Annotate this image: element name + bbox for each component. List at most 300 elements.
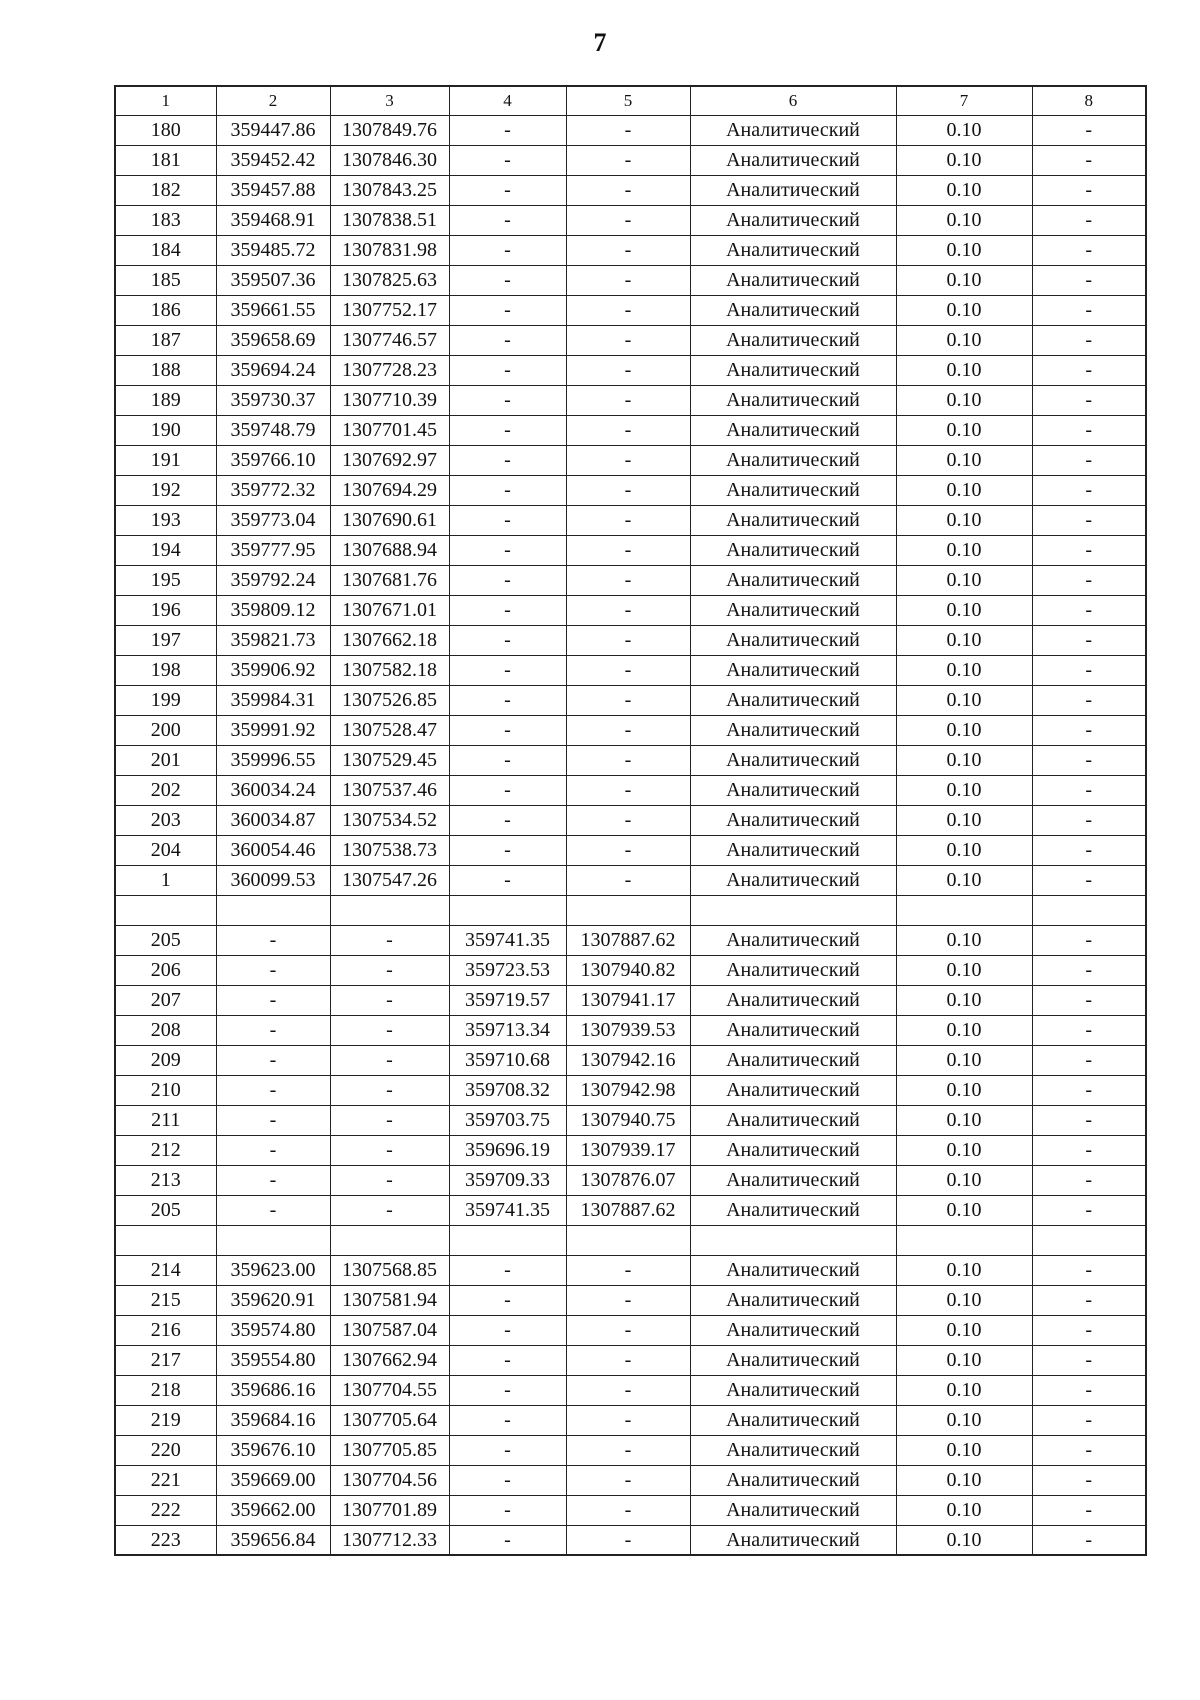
table-cell-col-4: - bbox=[449, 175, 566, 205]
table-cell-col-8: - bbox=[1032, 265, 1146, 295]
table-cell-col-8 bbox=[1032, 895, 1146, 925]
table-cell-col-7: 0.10 bbox=[896, 295, 1032, 325]
table-cell-col-8: - bbox=[1032, 115, 1146, 145]
table-cell-col-5: 1307939.17 bbox=[566, 1135, 690, 1165]
table-cell-col-4: 359709.33 bbox=[449, 1165, 566, 1195]
table-row bbox=[115, 1225, 1146, 1255]
table-row bbox=[115, 895, 1146, 925]
table-cell-col-5: - bbox=[566, 1525, 690, 1555]
table-cell-col-6: Аналитический bbox=[690, 715, 896, 745]
table-cell-col-6: Аналитический bbox=[690, 1525, 896, 1555]
table-cell-col-8: - bbox=[1032, 295, 1146, 325]
table-cell-col-8: - bbox=[1032, 955, 1146, 985]
table-cell-col-6: Аналитический bbox=[690, 1135, 896, 1165]
table-row bbox=[115, 385, 1146, 415]
table-cell-col-7: 0.10 bbox=[896, 1285, 1032, 1315]
table-cell-col-7: 0.10 bbox=[896, 385, 1032, 415]
table-cell-col-5: 1307887.62 bbox=[566, 1195, 690, 1225]
table-cell-col-3: 1307690.61 bbox=[330, 505, 449, 535]
table-cell-col-7: 0.10 bbox=[896, 955, 1032, 985]
table-cell-col-7: 0.10 bbox=[896, 1315, 1032, 1345]
table-cell-col-8: - bbox=[1032, 475, 1146, 505]
table-cell-col-2: 359730.37 bbox=[216, 385, 330, 415]
table-cell-col-4: - bbox=[449, 1465, 566, 1495]
table-cell-col-3: 1307528.47 bbox=[330, 715, 449, 745]
table-cell-col-5: - bbox=[566, 1405, 690, 1435]
table-row bbox=[115, 1135, 1146, 1165]
table-cell-col-7: 0.10 bbox=[896, 565, 1032, 595]
table-cell-col-7: 0.10 bbox=[896, 115, 1032, 145]
table-cell-col-8: - bbox=[1032, 1495, 1146, 1525]
table-cell-col-5: 1307942.16 bbox=[566, 1045, 690, 1075]
table-cell-col-3: 1307728.23 bbox=[330, 355, 449, 385]
table-cell-col-6: Аналитический bbox=[690, 265, 896, 295]
table-cell-col-6: Аналитический bbox=[690, 1405, 896, 1435]
table-cell-col-8: - bbox=[1032, 775, 1146, 805]
table-cell-col-8: - bbox=[1032, 1465, 1146, 1495]
table-cell-col-4: 359696.19 bbox=[449, 1135, 566, 1165]
table-cell-col-8: - bbox=[1032, 1525, 1146, 1555]
table-cell-col-7: 0.10 bbox=[896, 865, 1032, 895]
table-cell-col-8: - bbox=[1032, 385, 1146, 415]
table-cell-col-6: Аналитический bbox=[690, 655, 896, 685]
table-cell-col-3: 1307849.76 bbox=[330, 115, 449, 145]
table-cell-col-1: 201 bbox=[115, 745, 216, 775]
column-header-1: 1 bbox=[115, 86, 216, 115]
table-cell-col-1: 188 bbox=[115, 355, 216, 385]
table-cell-col-7: 0.10 bbox=[896, 745, 1032, 775]
table-cell-col-5: 1307941.17 bbox=[566, 985, 690, 1015]
table-cell-col-8: - bbox=[1032, 445, 1146, 475]
table-cell-col-2: 360034.24 bbox=[216, 775, 330, 805]
table-cell-col-6: Аналитический bbox=[690, 1315, 896, 1345]
table-cell-col-5: - bbox=[566, 205, 690, 235]
table-cell-col-5: - bbox=[566, 715, 690, 745]
table-row bbox=[115, 205, 1146, 235]
table-cell-col-1: 203 bbox=[115, 805, 216, 835]
table-cell-col-8: - bbox=[1032, 535, 1146, 565]
table-cell-col-8: - bbox=[1032, 625, 1146, 655]
table-row bbox=[115, 1195, 1146, 1225]
table-cell-col-5: - bbox=[566, 535, 690, 565]
table-cell-col-8: - bbox=[1032, 985, 1146, 1015]
table-cell-col-1: 184 bbox=[115, 235, 216, 265]
table-cell-col-2: 359996.55 bbox=[216, 745, 330, 775]
table-cell-col-3: - bbox=[330, 1015, 449, 1045]
table-cell-col-1: 195 bbox=[115, 565, 216, 595]
table-cell-col-6: Аналитический bbox=[690, 115, 896, 145]
table-cell-col-3: 1307688.94 bbox=[330, 535, 449, 565]
table-cell-col-7: 0.10 bbox=[896, 835, 1032, 865]
table-cell-col-2: - bbox=[216, 1165, 330, 1195]
table-row bbox=[115, 445, 1146, 475]
table-cell-col-2 bbox=[216, 895, 330, 925]
table-cell-col-1: 218 bbox=[115, 1375, 216, 1405]
table-cell-col-5: - bbox=[566, 1285, 690, 1315]
table-cell-col-4: - bbox=[449, 385, 566, 415]
table-cell-col-1: 223 bbox=[115, 1525, 216, 1555]
table-cell-col-4: 359710.68 bbox=[449, 1045, 566, 1075]
table-cell-col-8: - bbox=[1032, 1435, 1146, 1465]
table-cell-col-1: 181 bbox=[115, 145, 216, 175]
table-cell-col-2: 359554.80 bbox=[216, 1345, 330, 1375]
table-row bbox=[115, 1015, 1146, 1045]
table-cell-col-4: 359741.35 bbox=[449, 1195, 566, 1225]
table-cell-col-7: 0.10 bbox=[896, 145, 1032, 175]
table-cell-col-7: 0.10 bbox=[896, 685, 1032, 715]
table-row bbox=[115, 1495, 1146, 1525]
table-cell-col-2: - bbox=[216, 1075, 330, 1105]
table-cell-col-2: 359766.10 bbox=[216, 445, 330, 475]
table-cell-col-2: 359684.16 bbox=[216, 1405, 330, 1435]
table-cell-col-4: - bbox=[449, 1345, 566, 1375]
table-cell-col-6: Аналитический bbox=[690, 475, 896, 505]
table-cell-col-2: 359656.84 bbox=[216, 1525, 330, 1555]
table-row bbox=[115, 1345, 1146, 1375]
table-cell-col-3: 1307701.45 bbox=[330, 415, 449, 445]
table-cell-col-8: - bbox=[1032, 1255, 1146, 1285]
table-cell-col-5: - bbox=[566, 325, 690, 355]
table-cell-col-2: 359661.55 bbox=[216, 295, 330, 325]
table-row bbox=[115, 1285, 1146, 1315]
table-cell-col-5: - bbox=[566, 145, 690, 175]
table-cell-col-4: - bbox=[449, 1315, 566, 1345]
table-cell-col-5: - bbox=[566, 385, 690, 415]
table-cell-col-1: 217 bbox=[115, 1345, 216, 1375]
table-row bbox=[115, 475, 1146, 505]
table-cell-col-7: 0.10 bbox=[896, 1255, 1032, 1285]
table-cell-col-5: - bbox=[566, 1465, 690, 1495]
table-cell-col-7: 0.10 bbox=[896, 535, 1032, 565]
table-cell-col-5: 1307940.75 bbox=[566, 1105, 690, 1135]
table-cell-col-5: - bbox=[566, 1315, 690, 1345]
table-cell-col-7: 0.10 bbox=[896, 1045, 1032, 1075]
table-row bbox=[115, 145, 1146, 175]
table-cell-col-8: - bbox=[1032, 1375, 1146, 1405]
column-header-4: 4 bbox=[449, 86, 566, 115]
table-cell-col-4: - bbox=[449, 475, 566, 505]
table-cell-col-3: 1307526.85 bbox=[330, 685, 449, 715]
table-cell-col-4: - bbox=[449, 535, 566, 565]
table-cell-col-8: - bbox=[1032, 655, 1146, 685]
table-cell-col-2: - bbox=[216, 1045, 330, 1075]
table-cell-col-3: 1307547.26 bbox=[330, 865, 449, 895]
table-cell-col-6: Аналитический bbox=[690, 325, 896, 355]
table-cell-col-8: - bbox=[1032, 175, 1146, 205]
table-cell-col-6: Аналитический bbox=[690, 295, 896, 325]
table-cell-col-2: 359748.79 bbox=[216, 415, 330, 445]
table-cell-col-6: Аналитический bbox=[690, 355, 896, 385]
table-cell-col-1: 211 bbox=[115, 1105, 216, 1135]
table-cell-col-6: Аналитический bbox=[690, 805, 896, 835]
table-cell-col-7: 0.10 bbox=[896, 445, 1032, 475]
table-cell-col-4: - bbox=[449, 1495, 566, 1525]
table-cell-col-5: - bbox=[566, 1495, 690, 1525]
table-cell-col-1 bbox=[115, 1225, 216, 1255]
table-cell-col-2: - bbox=[216, 925, 330, 955]
table-cell-col-3 bbox=[330, 1225, 449, 1255]
table-cell-col-5: - bbox=[566, 355, 690, 385]
table-cell-col-8: - bbox=[1032, 325, 1146, 355]
table-cell-col-3: 1307581.94 bbox=[330, 1285, 449, 1315]
table-cell-col-8: - bbox=[1032, 1195, 1146, 1225]
table-cell-col-1: 206 bbox=[115, 955, 216, 985]
table-cell-col-6: Аналитический bbox=[690, 595, 896, 625]
table-cell-col-1: 209 bbox=[115, 1045, 216, 1075]
table-cell-col-6: Аналитический bbox=[690, 1375, 896, 1405]
table-cell-col-6: Аналитический bbox=[690, 1165, 896, 1195]
table-row bbox=[115, 1405, 1146, 1435]
table-cell-col-4: - bbox=[449, 265, 566, 295]
table-cell-col-1: 198 bbox=[115, 655, 216, 685]
table-cell-col-1: 185 bbox=[115, 265, 216, 295]
table-cell-col-8: - bbox=[1032, 925, 1146, 955]
table-cell-col-4: - bbox=[449, 595, 566, 625]
table-cell-col-2: - bbox=[216, 1015, 330, 1045]
table-cell-col-3: 1307529.45 bbox=[330, 745, 449, 775]
table-cell-col-4: - bbox=[449, 865, 566, 895]
table-row bbox=[115, 1375, 1146, 1405]
table-cell-col-5: - bbox=[566, 655, 690, 685]
table-cell-col-2 bbox=[216, 1225, 330, 1255]
table-cell-col-7: 0.10 bbox=[896, 1015, 1032, 1045]
table-cell-col-8: - bbox=[1032, 1285, 1146, 1315]
table-cell-col-3: 1307701.89 bbox=[330, 1495, 449, 1525]
table-cell-col-6: Аналитический bbox=[690, 385, 896, 415]
table-cell-col-2: 359792.24 bbox=[216, 565, 330, 595]
table-cell-col-4: - bbox=[449, 805, 566, 835]
table-cell-col-2: 359574.80 bbox=[216, 1315, 330, 1345]
table-cell-col-8: - bbox=[1032, 1045, 1146, 1075]
table-cell-col-1: 213 bbox=[115, 1165, 216, 1195]
table-cell-col-4: - bbox=[449, 715, 566, 745]
table-cell-col-2: 359777.95 bbox=[216, 535, 330, 565]
table-cell-col-7: 0.10 bbox=[896, 415, 1032, 445]
table-cell-col-6: Аналитический bbox=[690, 565, 896, 595]
column-header-6: 6 bbox=[690, 86, 896, 115]
table-row bbox=[115, 925, 1146, 955]
table-cell-col-3: - bbox=[330, 1135, 449, 1165]
table-cell-col-1 bbox=[115, 895, 216, 925]
table-row bbox=[115, 1105, 1146, 1135]
table-cell-col-1: 220 bbox=[115, 1435, 216, 1465]
table-cell-col-2: 359452.42 bbox=[216, 145, 330, 175]
table-cell-col-6: Аналитический bbox=[690, 985, 896, 1015]
table-cell-col-7: 0.10 bbox=[896, 1405, 1032, 1435]
table-cell-col-6: Аналитический bbox=[690, 505, 896, 535]
table-cell-col-6: Аналитический bbox=[690, 625, 896, 655]
table-row bbox=[115, 415, 1146, 445]
table-row bbox=[115, 295, 1146, 325]
table-cell-col-3: 1307705.85 bbox=[330, 1435, 449, 1465]
table-cell-col-1: 191 bbox=[115, 445, 216, 475]
table-cell-col-2: 359906.92 bbox=[216, 655, 330, 685]
table-cell-col-7: 0.10 bbox=[896, 985, 1032, 1015]
table-cell-col-3: 1307662.94 bbox=[330, 1345, 449, 1375]
table-cell-col-2: - bbox=[216, 1195, 330, 1225]
table-cell-col-8: - bbox=[1032, 1345, 1146, 1375]
table-cell-col-1: 212 bbox=[115, 1135, 216, 1165]
table-cell-col-6: Аналитический bbox=[690, 1435, 896, 1465]
table-cell-col-6: Аналитический bbox=[690, 1465, 896, 1495]
table-cell-col-5: 1307939.53 bbox=[566, 1015, 690, 1045]
table-cell-col-5: - bbox=[566, 505, 690, 535]
table-row bbox=[115, 715, 1146, 745]
table-cell-col-6: Аналитический bbox=[690, 1075, 896, 1105]
table-row bbox=[115, 1315, 1146, 1345]
table-cell-col-3: 1307746.57 bbox=[330, 325, 449, 355]
table-cell-col-7 bbox=[896, 1225, 1032, 1255]
table-cell-col-8: - bbox=[1032, 1105, 1146, 1135]
table-cell-col-7: 0.10 bbox=[896, 625, 1032, 655]
table-cell-col-8: - bbox=[1032, 715, 1146, 745]
table-cell-col-4: - bbox=[449, 205, 566, 235]
table-cell-col-5: - bbox=[566, 685, 690, 715]
table-cell-col-1: 204 bbox=[115, 835, 216, 865]
table-cell-col-2: 359507.36 bbox=[216, 265, 330, 295]
table-cell-col-1: 197 bbox=[115, 625, 216, 655]
table-cell-col-5: - bbox=[566, 265, 690, 295]
table-cell-col-8: - bbox=[1032, 415, 1146, 445]
table-row bbox=[115, 775, 1146, 805]
table-cell-col-4: - bbox=[449, 355, 566, 385]
table-cell-col-3: 1307694.29 bbox=[330, 475, 449, 505]
table-cell-col-4: - bbox=[449, 145, 566, 175]
page-number: 7 bbox=[593, 28, 607, 57]
table-cell-col-2: 359984.31 bbox=[216, 685, 330, 715]
table-cell-col-4: - bbox=[449, 235, 566, 265]
table-cell-col-3: - bbox=[330, 1045, 449, 1075]
table-cell-col-7: 0.10 bbox=[896, 1165, 1032, 1195]
table-cell-col-3: 1307710.39 bbox=[330, 385, 449, 415]
table-cell-col-3: 1307838.51 bbox=[330, 205, 449, 235]
table-cell-col-2: 359821.73 bbox=[216, 625, 330, 655]
table-cell-col-8: - bbox=[1032, 145, 1146, 175]
table-cell-col-1: 192 bbox=[115, 475, 216, 505]
table-cell-col-5: - bbox=[566, 865, 690, 895]
table-cell-col-1: 210 bbox=[115, 1075, 216, 1105]
table-cell-col-2: - bbox=[216, 955, 330, 985]
coordinates-table bbox=[114, 85, 1147, 1556]
table-row bbox=[115, 505, 1146, 535]
table-cell-col-6: Аналитический bbox=[690, 445, 896, 475]
table-cell-col-6: Аналитический bbox=[690, 745, 896, 775]
table-cell-col-1: 190 bbox=[115, 415, 216, 445]
table-cell-col-1: 205 bbox=[115, 925, 216, 955]
table-cell-col-7: 0.10 bbox=[896, 175, 1032, 205]
table-cell-col-4: - bbox=[449, 625, 566, 655]
table-cell-col-5 bbox=[566, 895, 690, 925]
table-cell-col-8: - bbox=[1032, 1075, 1146, 1105]
table-cell-col-5: - bbox=[566, 175, 690, 205]
table-cell-col-8: - bbox=[1032, 805, 1146, 835]
table-cell-col-6: Аналитический bbox=[690, 775, 896, 805]
table-cell-col-1: 215 bbox=[115, 1285, 216, 1315]
table-cell-col-5: 1307940.82 bbox=[566, 955, 690, 985]
table-cell-col-4: - bbox=[449, 415, 566, 445]
table-cell-col-8: - bbox=[1032, 745, 1146, 775]
table-cell-col-5: - bbox=[566, 115, 690, 145]
table-row bbox=[115, 1255, 1146, 1285]
table-cell-col-5: - bbox=[566, 775, 690, 805]
table-cell-col-1: 193 bbox=[115, 505, 216, 535]
table-cell-col-3: 1307671.01 bbox=[330, 595, 449, 625]
table-cell-col-2: 359686.16 bbox=[216, 1375, 330, 1405]
table-cell-col-3: 1307582.18 bbox=[330, 655, 449, 685]
table-cell-col-5: 1307942.98 bbox=[566, 1075, 690, 1105]
table-cell-col-6: Аналитический bbox=[690, 175, 896, 205]
table-row bbox=[115, 1165, 1146, 1195]
table-row bbox=[115, 1465, 1146, 1495]
table-cell-col-2: - bbox=[216, 985, 330, 1015]
table-cell-col-6: Аналитический bbox=[690, 1255, 896, 1285]
table-cell-col-2: 359669.00 bbox=[216, 1465, 330, 1495]
table-row bbox=[115, 835, 1146, 865]
table-row bbox=[115, 115, 1146, 145]
table-cell-col-3: 1307752.17 bbox=[330, 295, 449, 325]
table-cell-col-8: - bbox=[1032, 1405, 1146, 1435]
table-cell-col-8: - bbox=[1032, 835, 1146, 865]
table-cell-col-8: - bbox=[1032, 685, 1146, 715]
table-cell-col-5: - bbox=[566, 295, 690, 325]
table-cell-col-7: 0.10 bbox=[896, 1435, 1032, 1465]
table-cell-col-3: - bbox=[330, 1105, 449, 1135]
table-cell-col-7: 0.10 bbox=[896, 1375, 1032, 1405]
table-cell-col-4 bbox=[449, 1225, 566, 1255]
table-cell-col-3: 1307831.98 bbox=[330, 235, 449, 265]
table-cell-col-7 bbox=[896, 895, 1032, 925]
table-row bbox=[115, 595, 1146, 625]
table-cell-col-5: - bbox=[566, 1345, 690, 1375]
table-cell-col-3: 1307568.85 bbox=[330, 1255, 449, 1285]
table-cell-col-1: 180 bbox=[115, 115, 216, 145]
table-cell-col-1: 214 bbox=[115, 1255, 216, 1285]
table-cell-col-3: 1307692.97 bbox=[330, 445, 449, 475]
table-cell-col-6: Аналитический bbox=[690, 865, 896, 895]
column-header-5: 5 bbox=[566, 86, 690, 115]
table-cell-col-2: 359772.32 bbox=[216, 475, 330, 505]
table-cell-col-2: 360034.87 bbox=[216, 805, 330, 835]
table-cell-col-2: 359658.69 bbox=[216, 325, 330, 355]
table-cell-col-6: Аналитический bbox=[690, 835, 896, 865]
table-cell-col-3: 1307587.04 bbox=[330, 1315, 449, 1345]
table-cell-col-7: 0.10 bbox=[896, 505, 1032, 535]
table-cell-col-4: - bbox=[449, 1405, 566, 1435]
table-cell-col-4: - bbox=[449, 115, 566, 145]
table-cell-col-3: 1307681.76 bbox=[330, 565, 449, 595]
table-cell-col-5: - bbox=[566, 1435, 690, 1465]
table-cell-col-1: 1 bbox=[115, 865, 216, 895]
table-row bbox=[115, 625, 1146, 655]
column-header-7: 7 bbox=[896, 86, 1032, 115]
table-cell-col-6: Аналитический bbox=[690, 1195, 896, 1225]
table-row bbox=[115, 865, 1146, 895]
table-cell-col-3: 1307537.46 bbox=[330, 775, 449, 805]
table-cell-col-5: - bbox=[566, 415, 690, 445]
table-cell-col-3: - bbox=[330, 985, 449, 1015]
table-cell-col-7: 0.10 bbox=[896, 715, 1032, 745]
column-header-2: 2 bbox=[216, 86, 330, 115]
table-row bbox=[115, 805, 1146, 835]
table-cell-col-1: 222 bbox=[115, 1495, 216, 1525]
table-cell-col-8: - bbox=[1032, 1315, 1146, 1345]
table-cell-col-8 bbox=[1032, 1225, 1146, 1255]
table-cell-col-7: 0.10 bbox=[896, 775, 1032, 805]
table-cell-col-8: - bbox=[1032, 205, 1146, 235]
table-cell-col-8: - bbox=[1032, 595, 1146, 625]
table-cell-col-7: 0.10 bbox=[896, 1105, 1032, 1135]
table-row bbox=[115, 1435, 1146, 1465]
